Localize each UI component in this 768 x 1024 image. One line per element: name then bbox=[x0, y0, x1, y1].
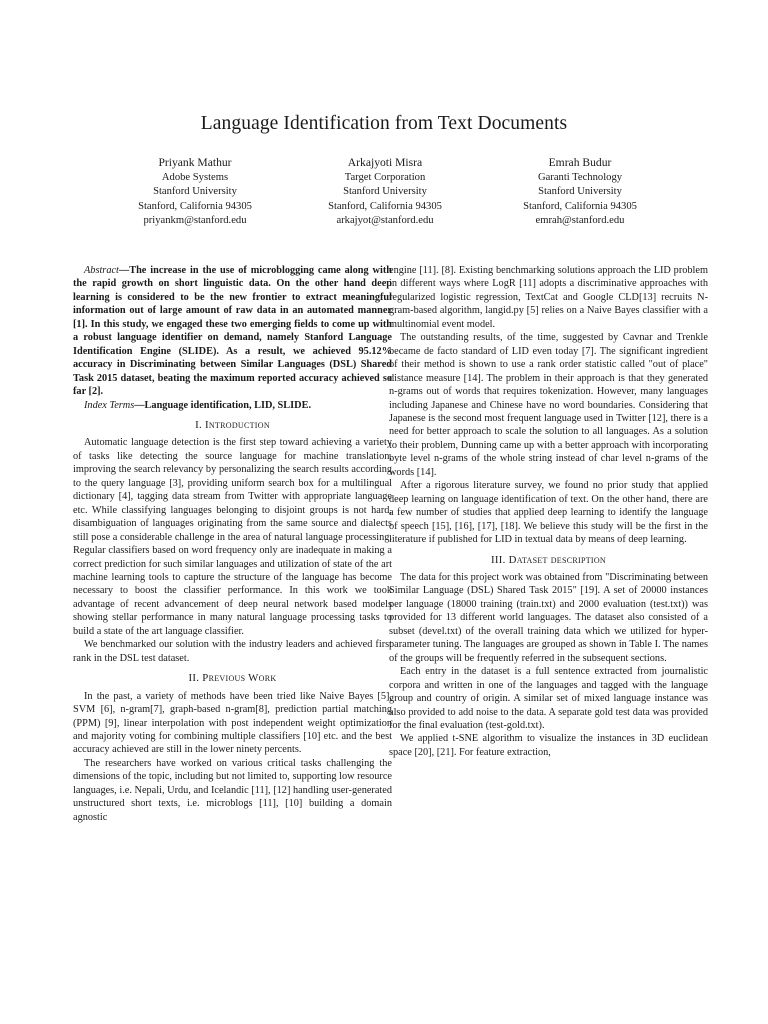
author-name: Arkajyoti Misra bbox=[347, 156, 423, 169]
author-univ: Stanford University bbox=[343, 186, 427, 198]
abstract bbox=[73, 264, 392, 399]
paragraph: engine [11]. [8]. Existing benchmarking solutions approach the LID problem in different ways where LogR [11] adopts a discriminative approaches with regularized logistic regression, TextCat and Google CLD[13] recruits N-gram-based algorithm, langid.py [5] relies on a Naive Bayes classifier with a multinomial event model. bbox=[389, 265, 708, 330]
abstract-text: —The increase in the use of microblogging came along with the rapid growth on short linguistic data. On the other hand deep learning is considered to be the new frontier to extract meaningful information out of large amount of raw data in an automated manner [1]. In this study, we engaged these two emerging fields to come up with a robust language identifier on demand, namely Stanford Language Identification Engine (SLIDE). As a result, we achieved 95.12% accuracy in Discriminating between Similar Languages (DSL) Shared Task 2015 dataset, beating the maximum reported accuracy achieved so far [2]. bbox=[73, 265, 392, 398]
paragraph: After a rigorous literature survey, we found no prior study that applied deep learning on language identification of text. On the other hand, there are a few number of studies that applied deep learning to identify the language of speech [15], [16], [17], [18]. We believe this study will be the first in the literature if published for LID in textual data by means of deep learning. bbox=[389, 480, 708, 546]
author-org: Adobe Systems bbox=[161, 172, 229, 184]
author-univ: Stanford University bbox=[153, 186, 237, 198]
paragraph: Each entry in the dataset is a full sentence extracted from journalistic corpora and written in one of the languages and tagged with the language group and country of origin. A similar set of mixed language instance was also provided to add noise to the data. A separate gold test data was provided for the final evaluation (test-gold.txt). bbox=[389, 666, 708, 731]
abstract-label: Abstract bbox=[84, 265, 119, 276]
paragraph: Automatic language detection is the first step toward achieving a variety of tasks like detecting the source language for machine translation, improving the search relevancy by personalizing the search results according to the query language [3], providing uniform search box for a multilingual dictionary [4], tagging data stream from Twitter with appropriate language etc. While classifying languages belonging to disjoint groups is not hard, disambiguation of languages originating from the same source and dialects still pose a considerable challenge in the area of natural language processing. Regular classifiers based on word frequency only are inadequate in making a correct prediction for such similar languages and utilization of state of the art machine learning tools to capture the structure of the language has become necessary to boost the classifier performance. In this work we took advantage of recent advancement of deep neural network based models showing stellar performance in many natural language processing tasks to build a state of the art language classifier. bbox=[73, 437, 392, 637]
right-column bbox=[389, 264, 708, 759]
author-email: arkajyot@stanford.edu bbox=[336, 214, 434, 226]
index-terms-text: —Language identification, LID, SLIDE. bbox=[134, 399, 312, 411]
index-terms-label: Index Terms bbox=[84, 399, 135, 411]
author-2 bbox=[285, 156, 485, 228]
author-name: Priyank Mathur bbox=[158, 156, 232, 169]
paper-title: Language Identification from Text Documents bbox=[200, 113, 568, 134]
paragraph: The data for this project work was obtained from "Discriminating between Similar Language (DSL) Shared Task 2015" [19]. A set of 20000 instances per language (18000 training (train.txt) and 2000 evaluation (test.txt)) was provided for 13 different world languages. The dataset also consisted of a subset (devel.txt) of the overall training data which we utilized for hyper-parameter tuning. The languages are grouped as shown in Table I. The names of the groups will be frequently referred in the subsequent sections. bbox=[389, 571, 708, 664]
section-heading-dataset: III. Dataset description bbox=[490, 553, 607, 566]
author-address: Stanford, California 94305 bbox=[328, 200, 442, 212]
section-heading-introduction: I. Introduction bbox=[195, 418, 270, 431]
paragraph: In the past, a variety of methods have been tried like Naive Bayes [5], SVM [6], n-gram[7], graph-based n-gram[8], prediction partial matching (PPM) [9], linear interpolation with post independent weight optimization and majority voting for combining multiple classifiers [10] etc. and the best accuracy achieved are still in the lower ninety percents. bbox=[73, 690, 392, 756]
section-heading-previous-work: II. Previous Work bbox=[188, 672, 277, 685]
author-name: Emrah Budur bbox=[548, 156, 612, 169]
author-email: emrah@stanford.edu bbox=[535, 214, 625, 226]
author-org: Garanti Technology bbox=[537, 172, 623, 184]
paragraph: The outstanding results, of the time, suggested by Cavnar and Trenkle became de facto standard of LID even today [7]. The significant ingredient of their method is shown to use a rank order statistic called "out of place" distance measure [14]. The problem in their approach is that they generated n-grams out of words that requires tokenization. However, many languages including Japanese and Chinese have no word boundaries. Considering that Japanese is the second most frequent language used in Twitter [12], there is a need for better approach to scale the solution to all languages. As a solution to their problem, Dunning came up with a better approach with incorporating byte level n-grams of the whole string instead of char level n-grams of the words [14]. bbox=[389, 332, 708, 478]
author-1 bbox=[95, 156, 295, 228]
author-org: Target Corporation bbox=[344, 172, 426, 184]
author-3 bbox=[480, 156, 680, 228]
author-univ: Stanford University bbox=[538, 186, 622, 198]
index-terms bbox=[73, 399, 392, 412]
left-column bbox=[73, 264, 392, 824]
paragraph: We benchmarked our solution with the industry leaders and achieved first rank in the DSL test dataset. bbox=[73, 639, 392, 664]
paragraph: The researchers have worked on various critical tasks challenging the dimensions of the topic, including but not limited to, supporting low resource languages, i.e. Nepali, Urdu, and Icelandic [11], [12] handling user-generated unstructured short texts, i.e. microblogs [11], [10] building a domain agnostic bbox=[73, 757, 392, 823]
author-address: Stanford, California 94305 bbox=[138, 200, 252, 212]
author-address: Stanford, California 94305 bbox=[523, 200, 637, 212]
paragraph: We applied t-SNE algorithm to visualize the instances in 3D euclidean space [20], [21]. For feature extraction, bbox=[389, 733, 708, 758]
author-email: priyankm@stanford.edu bbox=[143, 214, 247, 226]
